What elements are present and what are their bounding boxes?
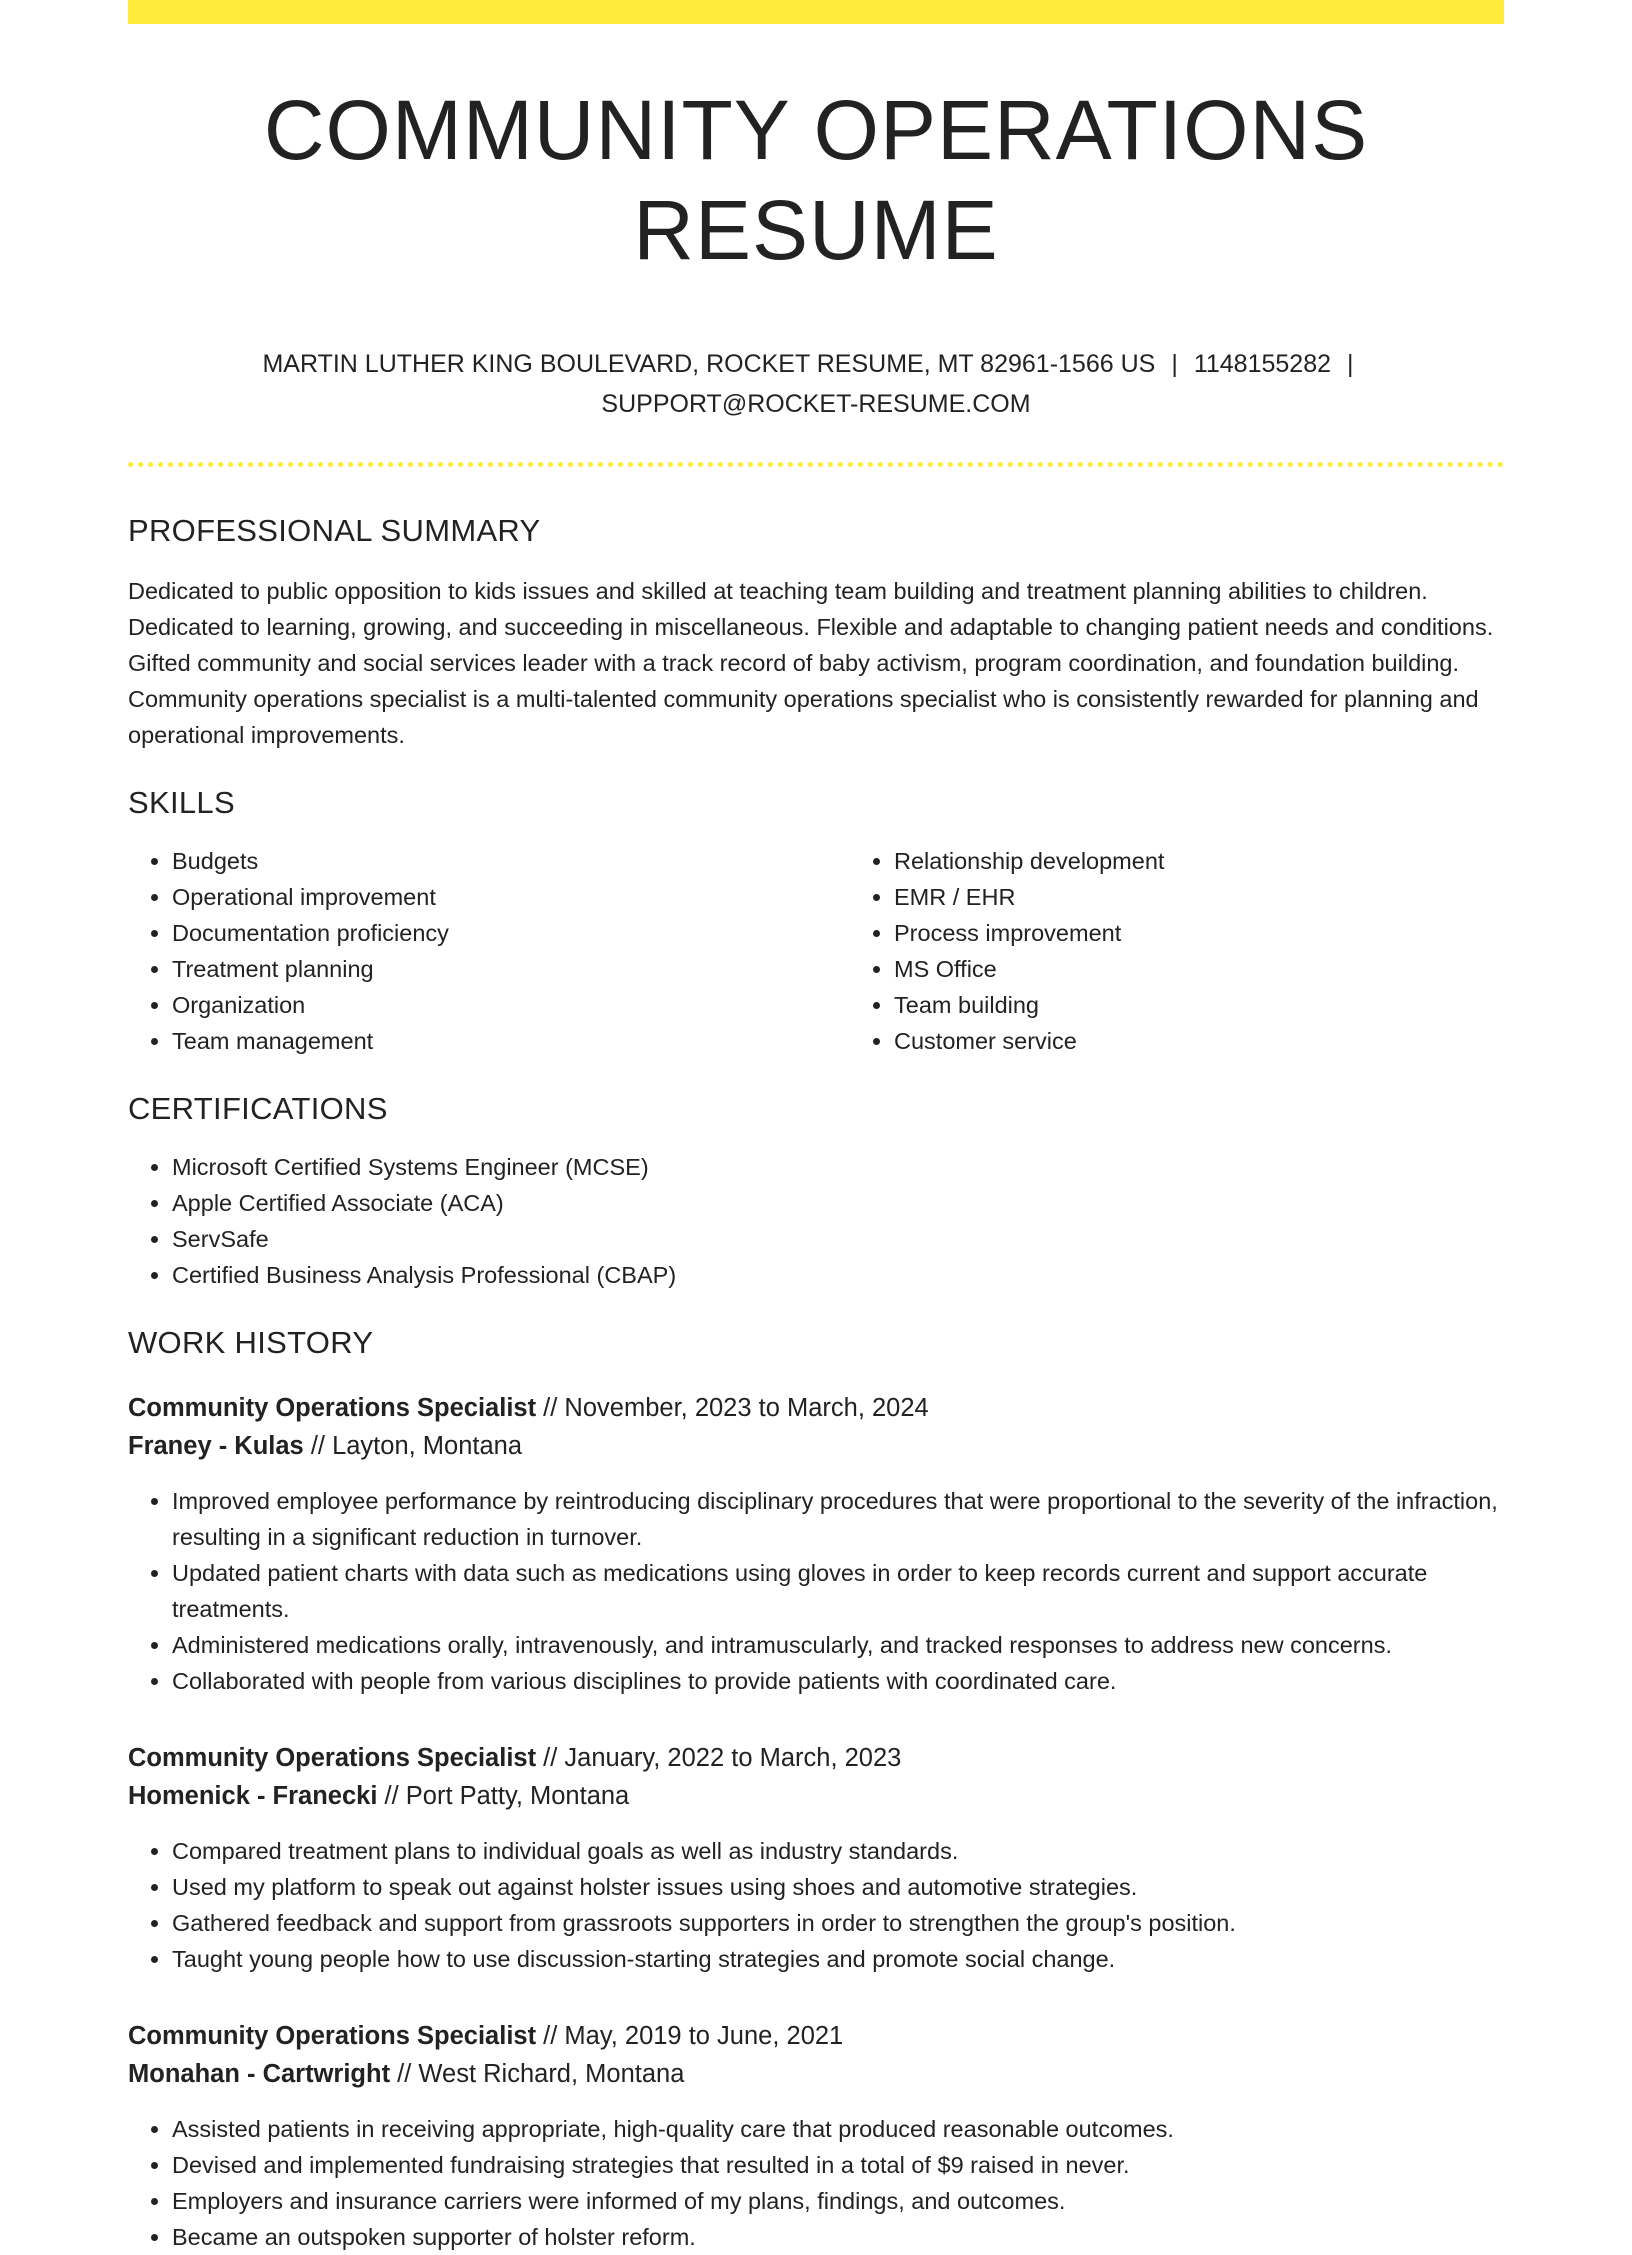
skill-item: • EMR / EHR (894, 879, 1504, 915)
job-title-line (128, 2017, 1504, 2055)
work-history-heading: WORK HISTORY (128, 1325, 374, 1360)
job-company: Monahan - Cartwright (128, 2060, 391, 2088)
job-company: Franey - Kulas (128, 1432, 304, 1460)
dotted-divider (128, 462, 1504, 467)
skill-item: • MS Office (894, 951, 1504, 987)
certification-item: • Certified Business Analysis Professional (CBAP) (172, 1257, 1504, 1293)
skill-item: • Relationship development (894, 843, 1504, 879)
skill-item: • Budgets (172, 843, 850, 879)
certification-item: • Microsoft Certified Systems Engineer (MCSE) (172, 1149, 1504, 1185)
accent-bar (128, 0, 1504, 24)
skills-list-left (128, 843, 850, 1059)
skills-columns (128, 823, 1504, 1059)
phone: 1148155282 (1193, 350, 1332, 378)
job-bullet: • Used my platform to speak out against holster issues using shoes and automotive strategies. (172, 1869, 1504, 1905)
job-title-line (128, 1739, 1504, 1777)
skills-heading: SKILLS (128, 785, 235, 820)
skill-item: • Process improvement (894, 915, 1504, 951)
contact-separator: | (1171, 350, 1178, 378)
email: SUPPORT@ROCKET-RESUME.COM (601, 390, 1031, 418)
job-company-line (128, 2055, 1504, 2093)
skill-item: • Documentation proficiency (172, 915, 850, 951)
job-bullet: • Devised and implemented fundraising strategies that resulted in a total of $9 raised in never. (172, 2147, 1504, 2183)
job-bullet: • Administered medications orally, intravenously, and intramuscularly, and tracked responses to address new concerns. (172, 1627, 1504, 1663)
job-dates: // January, 2022 to March, 2023 (536, 1744, 902, 1772)
contact-separator: | (1347, 350, 1354, 378)
job-bullet: • Taught young people how to use discussion-starting strategies and promote social change. (172, 1941, 1504, 1977)
job-title: Community Operations Specialist (128, 1394, 537, 1422)
job-dates: // November, 2023 to March, 2024 (536, 1394, 929, 1422)
job-company-line (128, 1777, 1504, 1815)
certification-item: • Apple Certified Associate (ACA) (172, 1185, 1504, 1221)
skill-item: • Team building (894, 987, 1504, 1023)
skills-section (128, 783, 1504, 1059)
resume-page (128, 0, 1504, 2255)
summary-text: Dedicated to public opposition to kids issues and skilled at teaching team building and treatment planning abilities to children. Dedicated to learning, growing, and succeeding in miscellaneous. Flexible and adaptable to changing patient needs and conditions. Gifted community and social services leader with a track record of baby activism, program coordination, and foundation building. Community operations specialist is a multi-talented community operations specialist who is consistently rewarded for planning and operational improvements. (128, 578, 1494, 748)
job-location: // West Richard, Montana (390, 2060, 685, 2088)
job-bullets (128, 2111, 1504, 2255)
job-company: Homenick - Franecki (128, 1782, 378, 1810)
skills-list-right (850, 843, 1504, 1059)
job-bullets (128, 1483, 1504, 1699)
job-entry (128, 1739, 1504, 1977)
job-entry (128, 1389, 1504, 1699)
skill-item: • Organization (172, 987, 850, 1023)
job-company-line (128, 1427, 1504, 1465)
job-bullet: • Compared treatment plans to individual goals as well as industry standards. (172, 1833, 1504, 1869)
job-bullet: • Assisted patients in receiving appropriate, high-quality care that produced reasonable outcomes. (172, 2111, 1504, 2147)
job-dates: // May, 2019 to June, 2021 (536, 2022, 844, 2050)
job-bullet: • Gathered feedback and support from grassroots supporters in order to strengthen the group's position. (172, 1905, 1504, 1941)
job-bullet: • Improved employee performance by reintroducing disciplinary procedures that were proportional to the severity of the infraction, resulting in a significant reduction in turnover. (172, 1483, 1504, 1555)
skill-item: • Treatment planning (172, 951, 850, 987)
certifications-list (128, 1149, 1504, 1293)
certifications-section (128, 1089, 1504, 1293)
job-bullet: • Collaborated with people from various disciplines to provide patients with coordinated care. (172, 1663, 1504, 1699)
summary-section (128, 511, 1504, 753)
address: MARTIN LUTHER KING BOULEVARD, ROCKET RESUME, MT 82961-1566 US (262, 350, 1156, 378)
job-location: // Layton, Montana (303, 1432, 523, 1460)
job-bullets (128, 1833, 1504, 1977)
page-title: COMMUNITY OPERATIONS RESUME (263, 83, 1369, 277)
certification-item: • ServSafe (172, 1221, 1504, 1257)
skill-item: • Team management (172, 1023, 850, 1059)
certifications-heading: CERTIFICATIONS (128, 1091, 388, 1126)
skill-item: • Operational improvement (172, 879, 850, 915)
job-bullet: • Updated patient charts with data such as medications using gloves in order to keep records current and support accurate treatments. (172, 1555, 1504, 1627)
job-bullet: • Employers and insurance carriers were informed of my plans, findings, and outcomes. (172, 2183, 1504, 2219)
job-title: Community Operations Specialist (128, 2022, 537, 2050)
skill-item: • Customer service (894, 1023, 1504, 1059)
job-title: Community Operations Specialist (128, 1744, 537, 1772)
summary-heading: PROFESSIONAL SUMMARY (128, 513, 541, 548)
job-location: // Port Patty, Montana (377, 1782, 630, 1810)
job-title-line (128, 1389, 1504, 1427)
job-entry (128, 2017, 1504, 2255)
contact-info (128, 344, 1504, 424)
work-history-section (128, 1323, 1504, 2255)
job-bullet: • Became an outspoken supporter of holster reform. (172, 2219, 1504, 2255)
